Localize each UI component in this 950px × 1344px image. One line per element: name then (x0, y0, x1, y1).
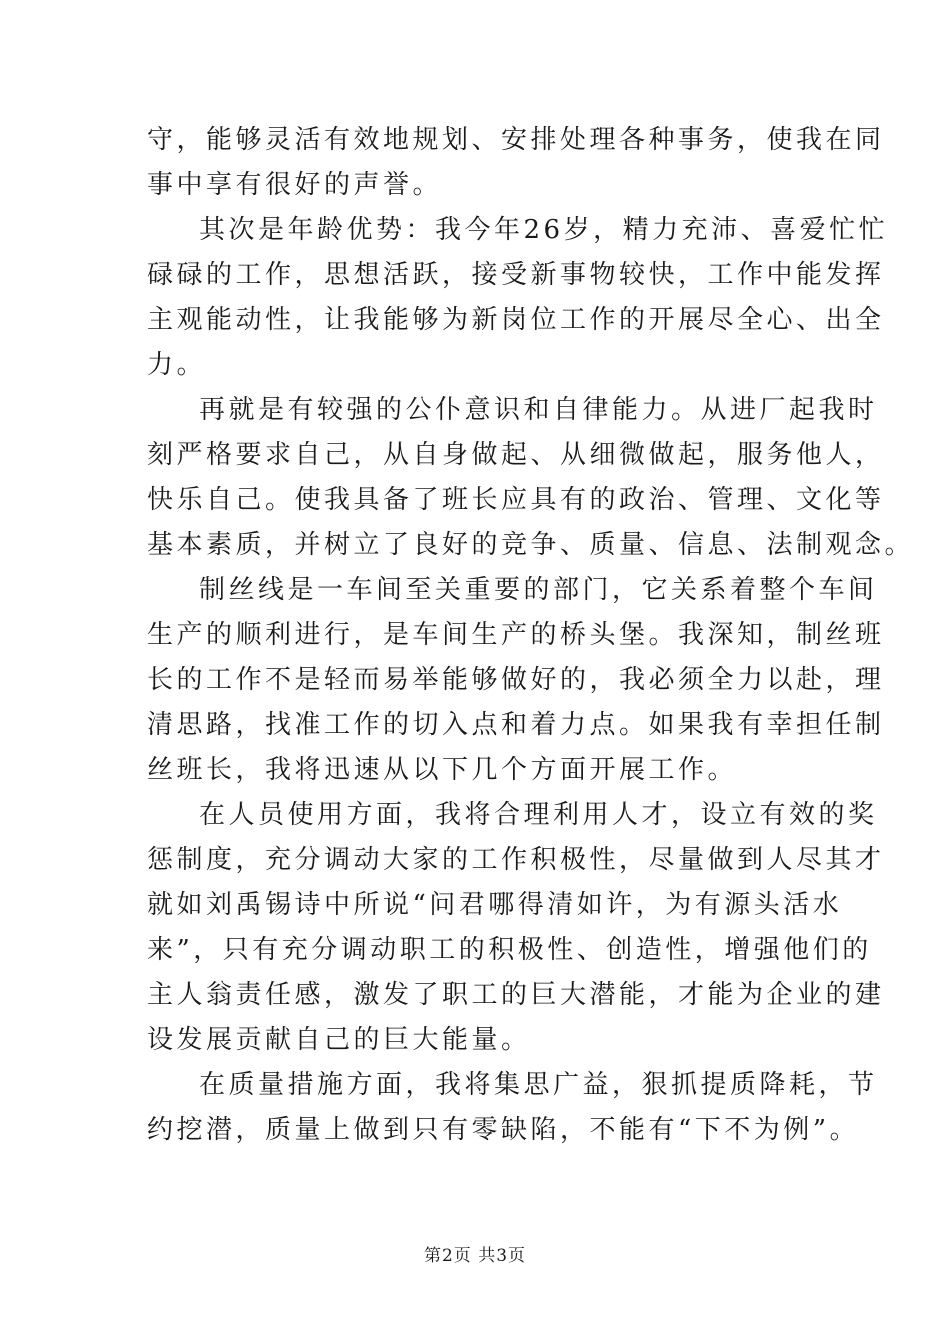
text-line: 来”，只有充分调动职工的积极性、创造性，增强他们的 (147, 935, 872, 965)
paragraph (147, 568, 885, 793)
text-line: 清思路，找准工作的切入点和着力点。如果我有幸担任制 (147, 710, 885, 740)
text-line: 在人员使用方面，我将合理利用人才，设立有效的奖 (199, 800, 878, 830)
text-line: 主观能动性，让我能够为新岗位工作的开展尽全心、出全 (147, 305, 885, 335)
text-line: 主人翁责任感，激发了职工的巨大潜能，才能为企业的建 (147, 980, 885, 1010)
text-line: 设发展贡献自己的巨大能量。 (147, 1025, 531, 1055)
document-body (147, 118, 915, 1153)
text-line: 惩制度，充分调动大家的工作积极性，尽量做到人尽其才 (147, 845, 885, 875)
paragraph (147, 1063, 878, 1153)
text-line: 守，能够灵活有效地规划、安排处理各种事务，使我在同 (147, 125, 885, 155)
text-line: 其次是年龄优势：我今年26岁，精力充沛、喜爱忙忙 (199, 215, 889, 245)
text-line: 制丝线是一车间至关重要的部门，它关系着整个车间 (199, 575, 878, 605)
text-line: 再就是有较强的公仆意识和自律能力。从进厂起我时 (199, 395, 878, 425)
text-line: 力。 (147, 350, 207, 380)
text-line: 丝班长，我将迅速从以下几个方面开展工作。 (147, 755, 738, 785)
text-line: 在质量措施方面，我将集思广益，狠抓提质降耗，节 (199, 1070, 878, 1100)
paragraph (147, 208, 889, 388)
text-line: 就如刘禹锡诗中所说“问君哪得清如许，为有源头活水 (147, 890, 843, 920)
text-line: 基本素质，并树立了良好的竞争、质量、信息、法制观念。 (147, 530, 915, 560)
paragraph (147, 118, 885, 208)
text-line: 约挖潜，质量上做到只有零缺陷，不能有“下不为例”。 (147, 1115, 860, 1145)
text-line: 碌碌的工作，思想活跃，接受新事物较快，工作中能发挥 (147, 260, 885, 290)
text-line: 长的工作不是轻而易举能够做好的，我必须全力以赴，理 (147, 665, 885, 695)
text-line: 事中享有很好的声誉。 (147, 170, 443, 200)
paragraph (147, 388, 915, 568)
paragraph (147, 793, 885, 1063)
text-line: 快乐自己。使我具备了班长应具有的政治、管理、文化等 (147, 485, 885, 515)
text-line: 刻严格要求自己，从自身做起、从细微做起，服务他人， (147, 440, 885, 470)
page-number-footer: 第2页 共3页 (423, 1246, 527, 1266)
text-line: 生产的顺利进行，是车间生产的桥头堡。我深知，制丝班 (147, 620, 885, 650)
